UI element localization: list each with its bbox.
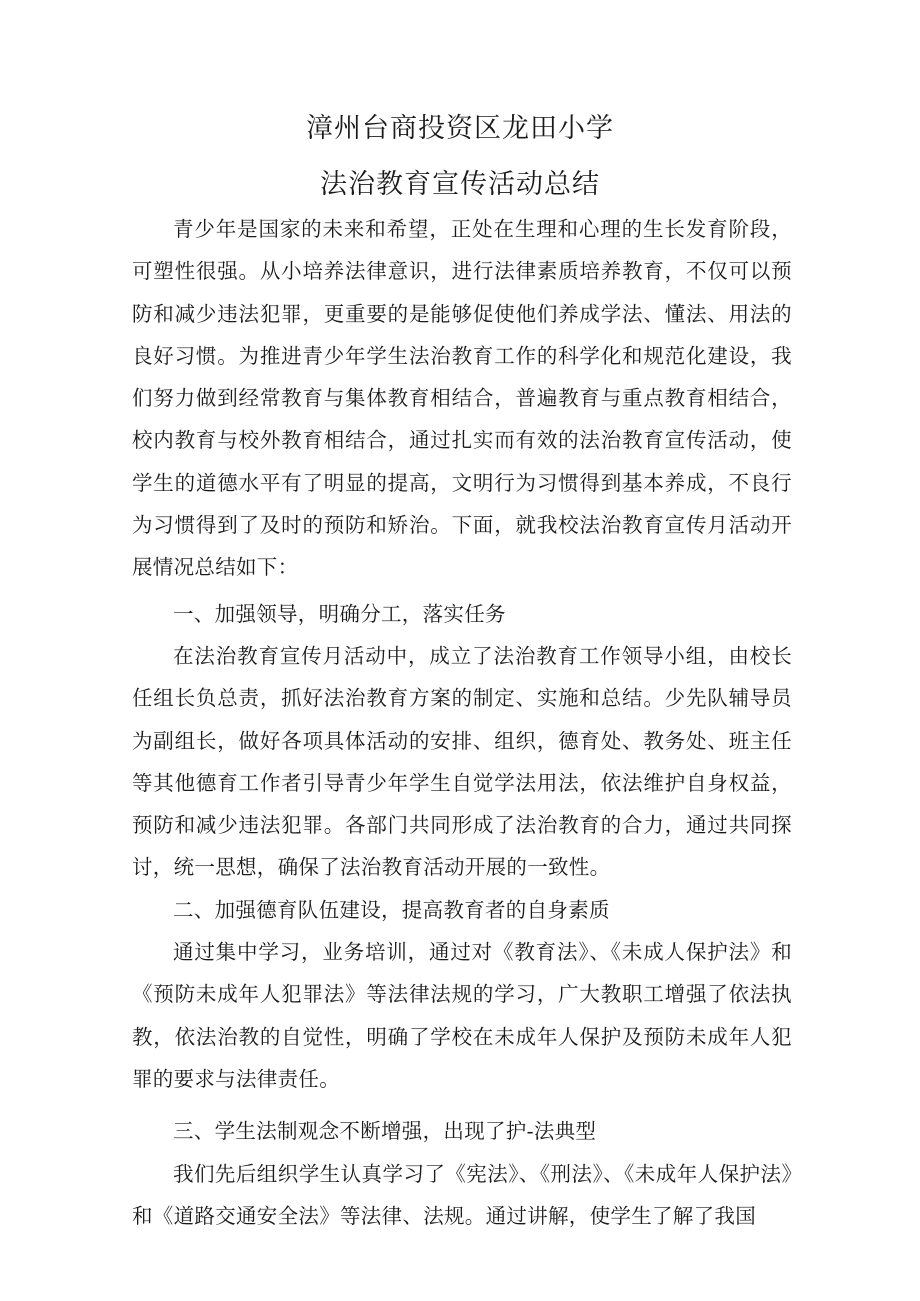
document-title-summary: 法治教育宣传活动总结 [320, 169, 600, 200]
document-title-school: 漳州台商投资区龙田小学 [306, 113, 614, 144]
section-heading-3: 三、学生法制观念不断增强，出现了护-法典型 [173, 1119, 597, 1144]
document-body [132, 208, 792, 1237]
intro-paragraph: 青少年是国家的未来和希望，正处在生理和心理的生长发育阶段，可塑性很强。从小培养法律意识，进行法律素质培养教育，不仅可以预防和减少违法犯罪，更重要的是能够促使他们养成学法、懂法、用法的良好习惯。为推进青少年学生法治教育工作的科学化和规范化建设，我们努力做到经常教育与集体教育相结合，普遍教育与重点教育相结合，校内教育与校外教育相结合，通过扎实而有效的法治教育宣传活动，使学生的道德水平有了明显的提高，文明行为习惯得到基本养成，不良行为习惯得到了及时的预防和矫治。下面，就我校法治教育宣传月活动开展情况总结如下： [132, 217, 792, 580]
section-heading-2: 二、加强德育队伍建设，提高教育者的自身素质 [173, 897, 610, 922]
section-3-paragraph: 我们先后组织学生认真学习了《宪法》、《刑法》、《未成年人保护法》和《道路交通安全法》等法律、法规。通过讲解，使学生了解了我国 [132, 1161, 792, 1228]
section-1-paragraph: 在法治教育宣传月活动中，成立了法治教育工作领导小组，由校长任组长负总责，抓好法治教育方案的制定、实施和总结。少先队辅导员为副组长，做好各项具体活动的安排、组织，德育处、教务处、班主任等其他德育工作者引导青少年学生自觉学法用法，依法维护自身权益，预防和减少违法犯罪。各部门共同形成了法治教育的合力，通过共同探讨，统一思想，确保了法治教育活动开展的一致性。 [132, 643, 792, 880]
section-heading-1: 一、加强领导，明确分工，落实任务 [173, 601, 506, 626]
section-2-paragraph: 通过集中学习，业务培训，通过对《教育法》、《未成人保护法》和《预防未成年人犯罪法》等法律法规的学习，广大教职工增强了依法执教，依法治教的自觉性，明确了学校在未成年人保护及预防未成年人犯罪的要求与法律责任。 [132, 940, 792, 1091]
